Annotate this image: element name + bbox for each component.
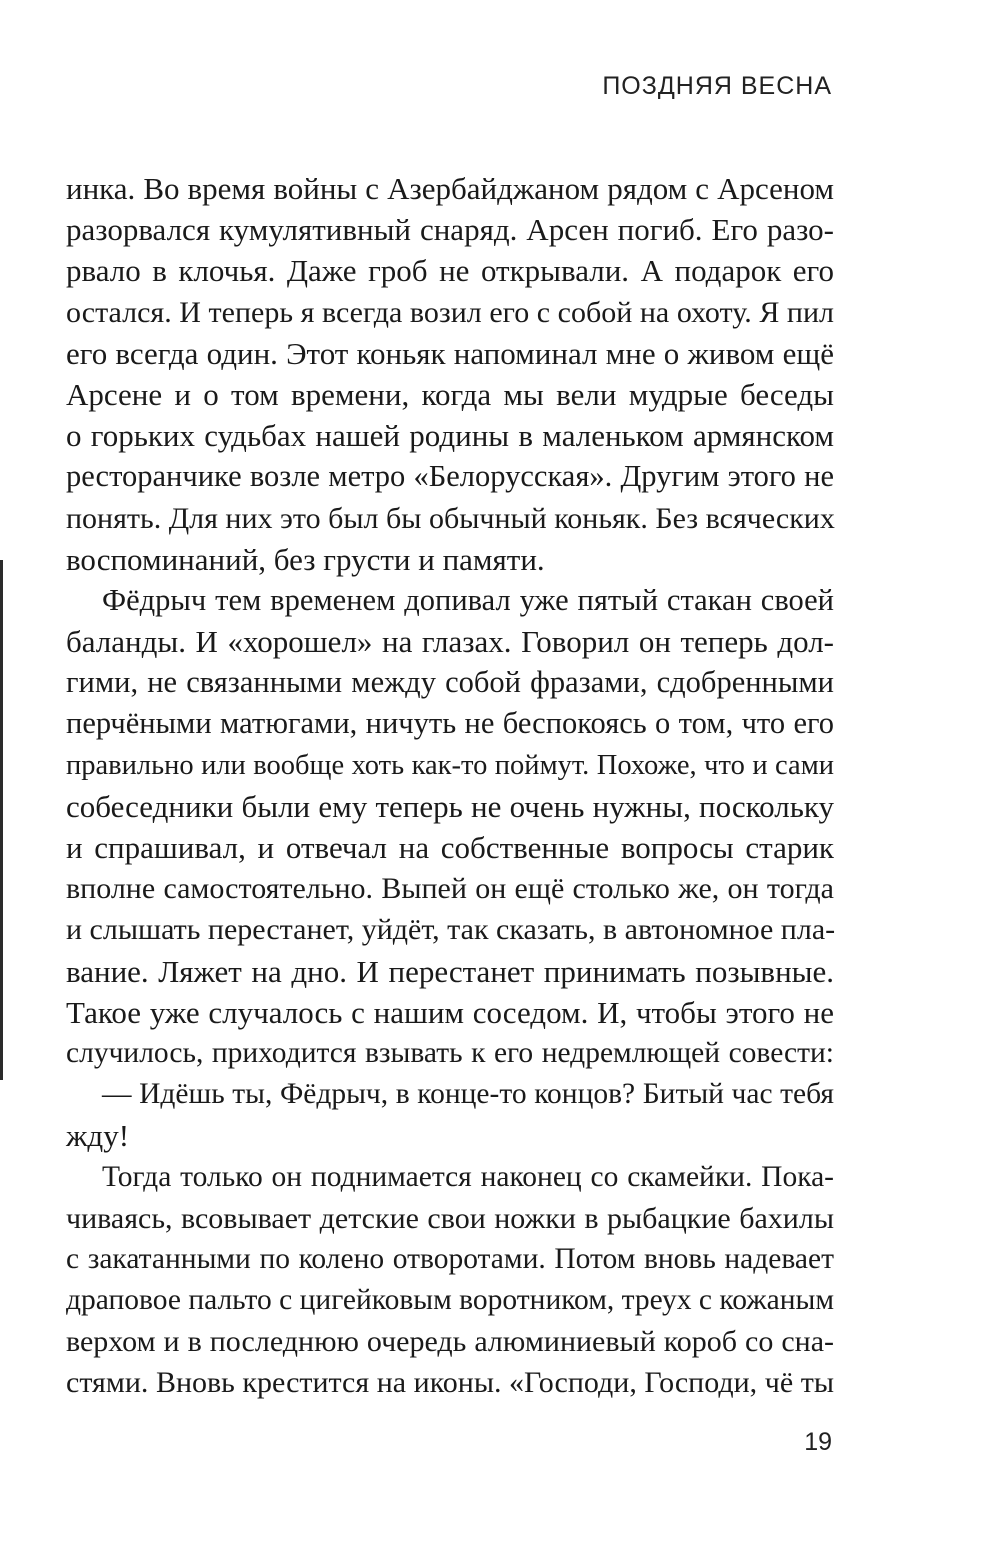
text-line: воспоминаний, без грусти и памяти. [66, 541, 545, 577]
text-line: о горьких судьбах нашей родины в маленьком армянском [66, 418, 834, 454]
text-line: верхом и в последнюю очередь алюминиевый короб со сна- [66, 1325, 834, 1359]
text-line: ресторанчике возле метро «Белорусская». Другим этого не [66, 459, 834, 494]
text-line: и спрашивал, и отвечал на собственные вопросы старик [66, 830, 834, 865]
text-line: собеседники были ему теперь не очень нужны, поскольку [66, 788, 834, 824]
text-line: Арсене и о том времени, когда мы вели мудрые беседы [66, 376, 834, 412]
text-line: его всегда один. Этот коньяк напоминал мне о живом ещё [66, 335, 834, 371]
body-text [66, 168, 834, 1404]
text-line: и слышать перестанет, уйдёт, так сказать, в автономное пла- [66, 913, 836, 947]
text-line: с закатанными по колено отворотами. Потом вновь надевает [66, 1242, 834, 1275]
text-line: драповое пальто с цигейковым воротником, треух с кожаным [66, 1284, 834, 1317]
text-line: вание. Ляжет на дно. И перестанет принимать позывные. [66, 953, 834, 989]
text-line: разорвался кумулятивный снаряд. Арсен погиб. Его разо- [66, 212, 834, 248]
text-line: — Идёшь ты, Фёдрыч, в конце-то концов? Битый час тебя [102, 1078, 834, 1111]
running-head: ПОЗДНЯЯ ВЕСНА [602, 72, 832, 100]
text-line: гими, не связанными между собой фразами, сдобренными [66, 665, 834, 700]
text-line: рвало в клочья. Даже гроб не открывали. А подарок его [66, 253, 834, 289]
text-line: инка. Во время войны с Азербайджаном рядом с Арсеном [66, 171, 834, 206]
text-line: жду! [66, 1118, 130, 1154]
text-line: баланды. И «хорошел» на глазах. Говорил он теперь дол- [66, 624, 834, 660]
page-edge-shadow [0, 560, 3, 1080]
text-line: Фёдрыч тем временем допивал уже пятый стакан своей [102, 582, 834, 617]
text-line: Тогда только он поднимается наконец со скамейки. Пока- [102, 1160, 834, 1193]
page-number: 19 [804, 1428, 832, 1456]
text-line: случилось, приходится взывать к его недремлющей совести: [66, 1036, 834, 1069]
text-line: чиваясь, всовывает детские свои ножки в рыбацкие бахилы [66, 1201, 834, 1235]
text-line: стями. Вновь крестится на иконы. «Господи, Господи, чё ты [66, 1366, 834, 1400]
text-line: остался. И теперь я всегда возил его с собой на охоту. Я пил [66, 295, 834, 329]
text-line: понять. Для них это был бы обычный коньяк. Без всяческих [66, 501, 835, 535]
text-line: вполне самостоятельно. Выпей он ещё столько же, он тогда [66, 872, 834, 906]
text-line: правильно или вообще хоть как-то поймут. Похоже, что и сами [66, 749, 834, 781]
text-line: Такое уже случалось с нашим соседом. И, чтобы этого не [66, 994, 834, 1030]
text-line: перчёными матюгами, ничуть не беспокоясь о том, что его [66, 706, 834, 741]
